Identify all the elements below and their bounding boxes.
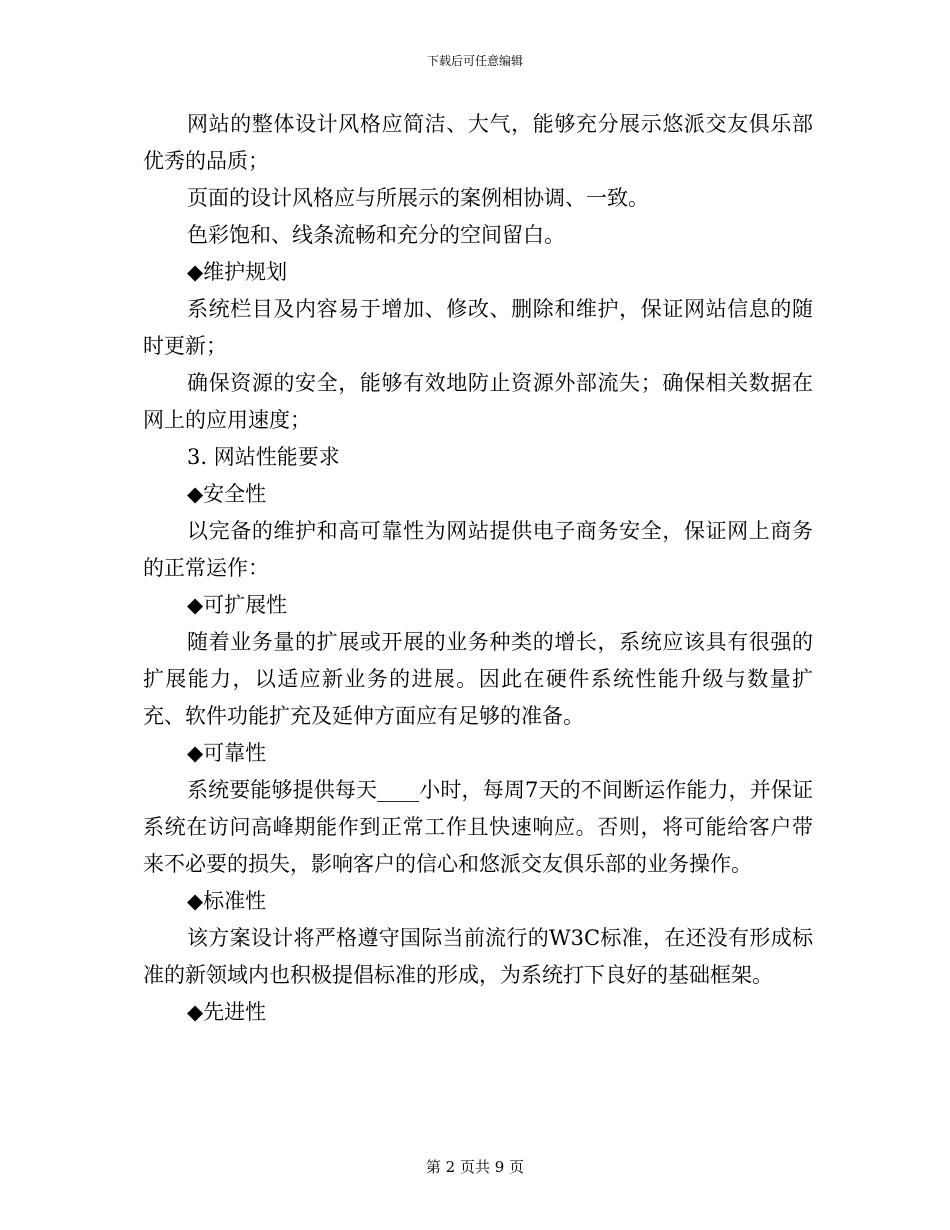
paragraph-maintenance: 系统栏目及内容易于增加、修改、删除和维护，保证网站信息的随时更新； (143, 297, 813, 358)
heading-security: ◆安全性 (187, 482, 267, 506)
heading-reliability: ◆可靠性 (187, 741, 267, 765)
heading-maintenance-plan: ◆维护规划 (187, 260, 288, 284)
paragraph-reliability: 系统要能够提供每天____小时，每周7天的不间断运作能力，并保证系统在访问高峰期能作到正常工作且快速响应。否则，将可能给客户带来不必要的损失，影响客户的信心和悠派交友俱乐部的业务操作。 (143, 778, 813, 876)
paragraph-resource-security: 确保资源的安全，能够有效地防止资源外部流失；确保相关数据在网上的应用速度； (143, 371, 813, 432)
paragraph-design-style: 网站的整体设计风格应简洁、大气，能够充分展示悠派交友俱乐部优秀的品质； (143, 112, 813, 173)
paragraph-security: 以完备的维护和高可靠性为网站提供电子商务安全，保证网上商务的正常运作： (143, 519, 813, 580)
document-body (143, 106, 813, 1031)
heading-performance-requirements: 3. 网站性能要求 (187, 445, 340, 469)
paragraph-page-style: 页面的设计风格应与所展示的案例相协调、一致。 (187, 186, 649, 210)
paragraph-scalability: 随着业务量的扩展或开展的业务种类的增长，系统应该具有很强的扩展能力，以适应新业务的进展。因此在硬件系统性能升级与数量扩充、软件功能扩充及延伸方面应有足够的准备。 (143, 630, 813, 728)
heading-standards: ◆标准性 (187, 889, 267, 913)
paragraph-color: 色彩饱和、线条流畅和充分的空间留白。 (187, 223, 565, 247)
heading-advanced: ◆先进性 (187, 1000, 267, 1024)
page-footer: 第 2 页共 9 页 (425, 1158, 525, 1176)
heading-scalability: ◆可扩展性 (187, 593, 288, 617)
paragraph-standards: 该方案设计将严格遵守国际当前流行的W3C标准，在还没有形成标准的新领域内也积极提倡标准的形成，为系统打下良好的基础框架。 (143, 926, 813, 987)
page-header: 下载后可任意编辑 (426, 54, 523, 68)
